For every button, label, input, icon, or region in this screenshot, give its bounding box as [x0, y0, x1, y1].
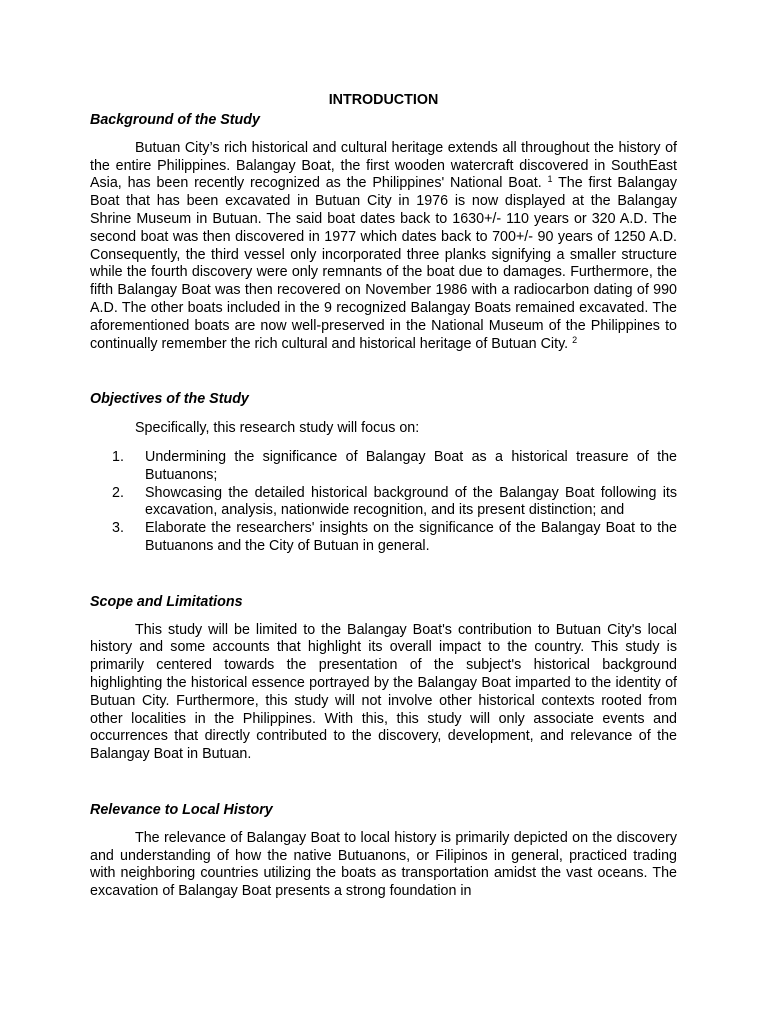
list-item-text: Elaborate the researchers' insights on the significance of the Balangay Boat to the Butuanons and the City of Butuan in general. [145, 520, 677, 554]
list-item [90, 485, 677, 521]
footnote-ref-2[interactable]: 2 [572, 334, 578, 345]
list-item [90, 449, 677, 485]
objectives-list [90, 449, 677, 556]
relevance-heading: Relevance to Local History [90, 801, 273, 818]
page-title: INTRODUCTION [328, 92, 439, 108]
list-item-text: Undermining the significance of Balangay Boat as a historical treasure of the Butuanons; [145, 448, 677, 483]
scope-paragraph: This study will be limited to the Balangay Boat's contribution to Butuan City's local history and some accounts that highlight its overall impact to the country. This study is primarily centered towards the presentation of the subject's historical background highlighting the historical essence portrayed by the Balangay Boat imparted to the identity of Butuan City. Furthermore, this study will not involve other historical contexts rooted from other localities in the Philippines. With this, this study will only associate events and occurrences that directly contributed to the discovery, development, and relevance of the Balangay Boat in Butuan. [90, 621, 677, 763]
background-heading: Background of the Study [90, 112, 260, 128]
list-item-text: Showcasing the detailed historical background of the Balangay Boat following its excavation, analysis, nationwide recognition, and its present distinction; and [145, 484, 677, 519]
scope-heading: Scope and Limitations [90, 593, 243, 610]
list-item-number: 2. [112, 484, 124, 501]
list-item [90, 520, 677, 556]
objectives-intro: Specifically, this research study will focus on: [135, 420, 420, 437]
background-paragraph [90, 140, 677, 354]
list-item-number: 3. [112, 520, 124, 537]
background-text-part-2: The first Balangay Boat that has been excavated in Butuan City in 1976 is now displayed at the Balangay Shrine Museum in Butuan. The said boat dates back to 1630+/- 110 years or 320 A.D. The second boat was then discovered in 1977 which dates back to 700+/- 90 years of 1250 A.D. Consequently, the third vessel only incorporated three planks signifying a smaller structure while the fourth discovery were only remnants of the boat due to damages. Furthermore, the fifth Balangay Boat was then recovered on November 1986 with a radiocarbon dating of 990 A.D. The other boats included in the 9 recognized Balangay Boats remained excavated. The aforementioned boats are now well-preserved in the National Museum of the Philippines to continually remember the rich cultural and historical heritage of Butuan City. [90, 175, 677, 352]
objectives-heading: Objectives of the Study [90, 391, 249, 408]
background-text-part-1: Butuan City’s rich historical and cultural heritage extends all throughout the history of the entire Philippines. Balangay Boat, the first wooden watercraft discovered in SouthEast Asia, has been recently recognized as the Philippines' National Boat. [90, 139, 677, 192]
relevance-paragraph: The relevance of Balangay Boat to local history is primarily depicted on the discovery and understanding of how the native Butuanons, or Filipinos in general, practiced trading with neighboring countries utilizing the boats as transportation amidst the vast oceans. The excavation of Balangay Boat presents a strong foundation in [90, 829, 677, 900]
document-page [90, 92, 677, 901]
footnote-ref-1[interactable]: 1 [547, 174, 553, 185]
list-item-number: 1. [112, 448, 124, 465]
